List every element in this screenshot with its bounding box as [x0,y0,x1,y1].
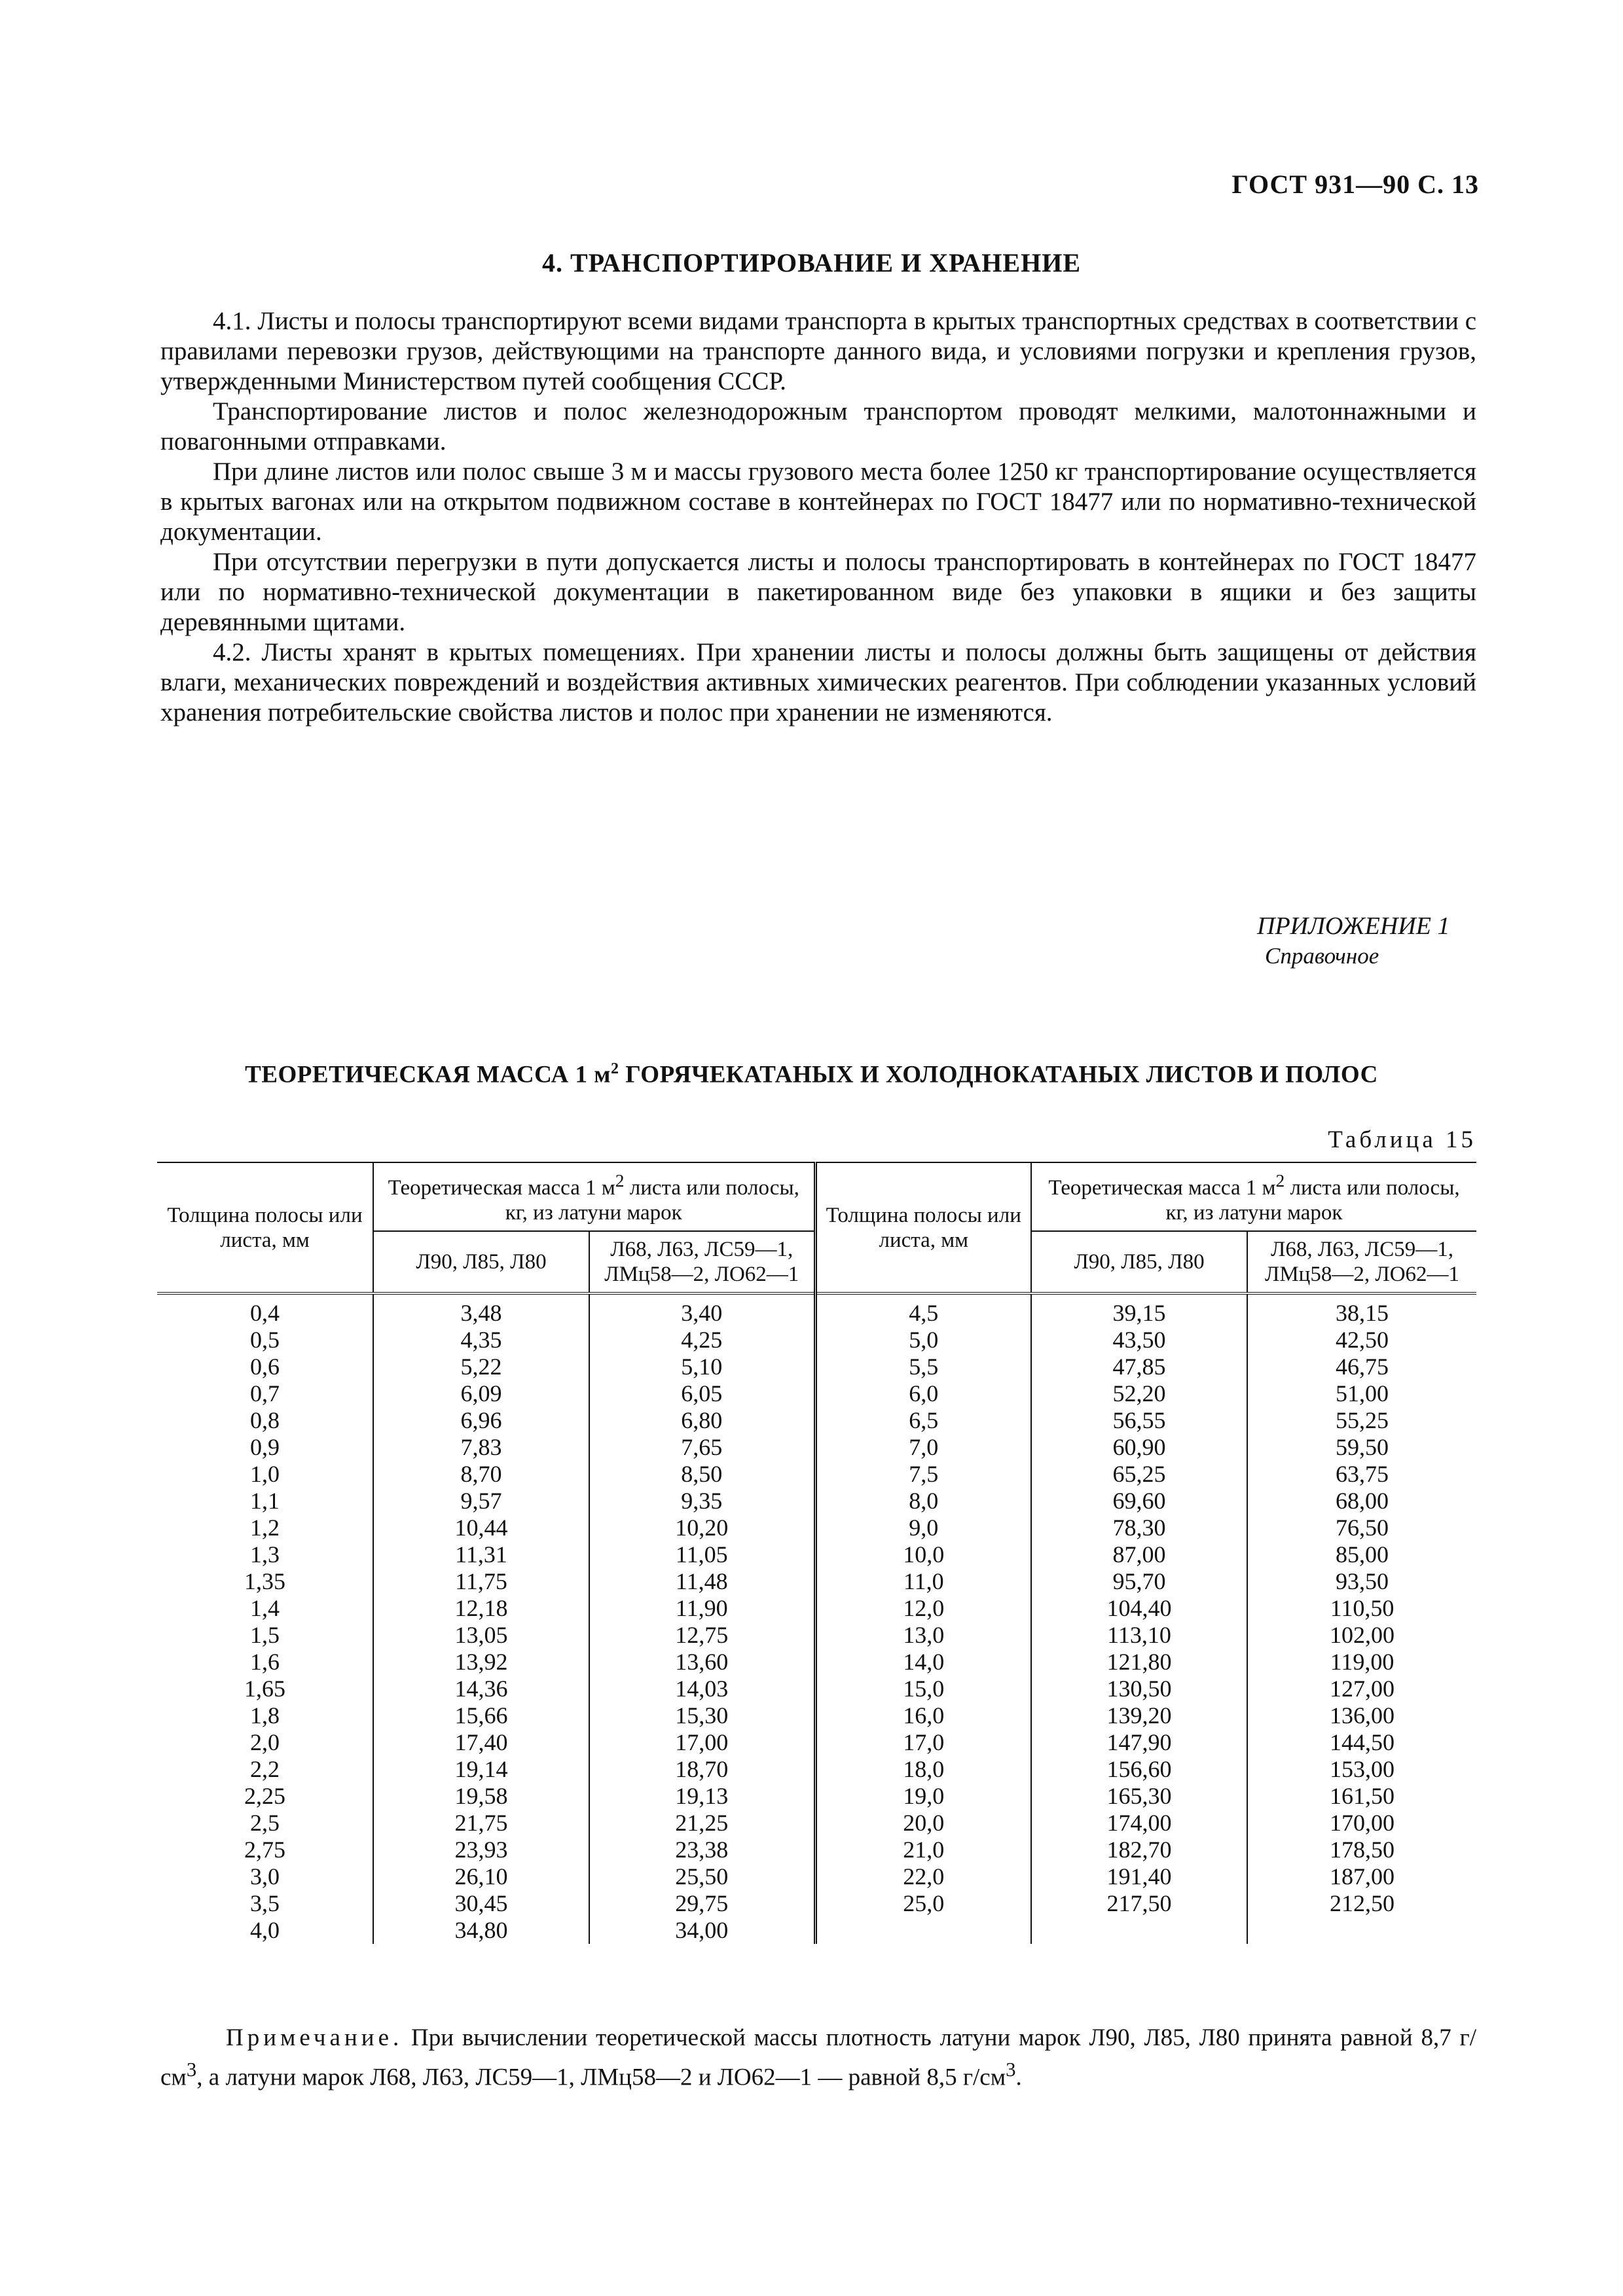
table-row [157,1622,1476,1649]
table-cell: 174,00 [1031,1810,1247,1837]
table-cell: 12,0 [815,1595,1031,1622]
table-cell: 144,50 [1247,1729,1476,1756]
table-cell: 7,83 [373,1434,589,1461]
header-grade-b-left: Л68, Л63, ЛС59—1, ЛМц58—2, ЛО62—1 [589,1231,815,1293]
table-cell: 6,5 [815,1407,1031,1434]
table-cell: 6,96 [373,1407,589,1434]
table-cell: 87,00 [1031,1541,1247,1568]
table-cell: 127,00 [1247,1676,1476,1702]
paragraph: При длине листов или полос свыше 3 м и массы грузового места более 1250 кг транспортирование осуществляется в крытых вагонах или на открытом подвижном составе в контейнерах по ГОСТ 18477 или по нормативно-технической документации. [160,457,1476,546]
table-cell: 6,80 [589,1407,815,1434]
table-cell: 104,40 [1031,1595,1247,1622]
table-cell: 6,09 [373,1380,589,1407]
table-cell: 11,48 [589,1568,815,1595]
table-cell: 113,10 [1031,1622,1247,1649]
table-cell: 69,60 [1031,1488,1247,1515]
table-cell: 8,50 [589,1461,815,1488]
table-cell: 11,05 [589,1541,815,1568]
paragraph: При отсутствии перегрузки в пути допускается листы и полосы транспортировать в контейнерах по ГОСТ 18477 или по нормативно-технической документации в пакетированном виде без упаковки в ящики и без защиты деревянными щитами. [160,548,1476,636]
table-cell: 11,90 [589,1595,815,1622]
table-cell: 9,35 [589,1488,815,1515]
table-cell: 7,0 [815,1434,1031,1461]
table-cell: 15,66 [373,1702,589,1729]
paragraph: 4.2. Листы хранят в крытых помещениях. При хранении листы и полосы должны быть защищены от действия влаги, механических повреждений и воздействия активных химических реагентов. При соблюдении указанных условий хранения потребительские свойства листов и полос при хранении не изменяются. [160,638,1476,726]
table-cell: 51,00 [1247,1380,1476,1407]
table-cell: 14,03 [589,1676,815,1702]
table-cell: 30,45 [373,1890,589,1917]
table-cell: 7,65 [589,1434,815,1461]
table-cell: 34,80 [373,1917,589,1944]
table-cell: 212,50 [1247,1890,1476,1917]
table-cell: 13,05 [373,1622,589,1649]
table-cell: 3,48 [373,1293,589,1327]
table-cell: 121,80 [1031,1649,1247,1676]
table-cell: 39,15 [1031,1293,1247,1327]
table-cell: 8,70 [373,1461,589,1488]
table-cell: 16,0 [815,1702,1031,1729]
table-cell: 1,2 [250,1515,280,1541]
note-text: . [1015,2064,1022,2091]
body-text [160,306,1476,728]
header-mass-group-right [1031,1162,1476,1231]
table-cell: 14,36 [373,1676,589,1702]
table-cell: 85,00 [1247,1541,1476,1568]
table-cell: 23,38 [589,1837,815,1863]
table-cell: 13,60 [589,1649,815,1676]
table-cell: 4,35 [373,1327,589,1354]
table-cell: 6,0 [815,1380,1031,1407]
table-cell: 1,65 [244,1676,285,1702]
table-cell [815,1917,1031,1944]
appendix-heading [1257,911,1450,971]
table-row [157,1676,1476,1702]
note-text: , а латуни марок Л68, Л63, ЛС59—1, ЛМц58—2 и ЛО62—1 — равной 8,5 г/см [196,2064,1006,2091]
table-cell: 130,50 [1031,1676,1247,1702]
header-mass-sup: 2 [615,1170,625,1191]
table-cell: 11,75 [373,1568,589,1595]
table-cell: 56,55 [1031,1407,1247,1434]
table-cell: 9,0 [815,1515,1031,1541]
table-row [157,1756,1476,1783]
table-cell: 93,50 [1247,1568,1476,1595]
table-cell: 38,15 [1247,1293,1476,1327]
table-cell: 19,13 [589,1783,815,1810]
table-cell: 15,30 [589,1702,815,1729]
table-cell: 4,25 [589,1327,815,1354]
table-cell: 68,00 [1247,1488,1476,1515]
table-cell: 21,25 [589,1810,815,1837]
table-cell: 19,14 [373,1756,589,1783]
table-label: Таблица 15 [1328,1126,1476,1153]
table-cell: 3,0 [250,1863,280,1890]
table-title-end: ГОРЯЧЕКАТАНЫХ И ХОЛОДНОКАТАНЫХ ЛИСТОВ И ПОЛОС [619,1061,1378,1088]
table-cell: 22,0 [815,1863,1031,1890]
table-cell: 1,35 [244,1568,285,1594]
table-cell: 161,50 [1247,1783,1476,1810]
table-cell: 8,0 [815,1488,1031,1515]
table-cell: 11,31 [373,1541,589,1568]
mass-table [157,1162,1476,1944]
table-cell: 21,0 [815,1837,1031,1863]
table-cell: 187,00 [1247,1863,1476,1890]
table-cell: 217,50 [1031,1890,1247,1917]
table-cell: 1,1 [250,1488,280,1514]
table-row [157,1327,1476,1354]
table-cell: 6,05 [589,1380,815,1407]
table-row [157,1293,1476,1327]
table-cell: 21,75 [373,1810,589,1837]
table-cell: 182,70 [1031,1837,1247,1863]
table-cell: 0,6 [250,1354,280,1380]
table-row [157,1863,1476,1890]
table-row [157,1541,1476,1568]
header-grade-a-left: Л90, Л85, Л80 [373,1231,589,1293]
table-title-start: ТЕОРЕТИЧЕСКАЯ МАССА 1 м [245,1061,611,1088]
section-title: 4. ТРАНСПОРТИРОВАНИЕ И ХРАНЕНИЕ [542,248,1081,278]
table-title [0,1060,1623,1088]
table-cell: 2,25 [244,1783,285,1809]
table-cell: 20,0 [815,1810,1031,1837]
table-cell: 17,40 [373,1729,589,1756]
header-mass-text: Теоретическая масса 1 м [1048,1176,1276,1200]
table-row [157,1434,1476,1461]
table-cell: 2,0 [250,1729,280,1755]
header-mass-group-left [373,1162,815,1231]
table-cell: 26,10 [373,1863,589,1890]
table-row [157,1783,1476,1810]
note-sup: 3 [186,2058,197,2081]
appendix-label: ПРИЛОЖЕНИЕ 1 [1257,912,1450,940]
header-mass-text: листа или полосы, кг, из латуни марок [505,1176,799,1225]
table-cell: 1,4 [250,1595,280,1621]
table-cell [1031,1917,1247,1944]
table-cell: 55,25 [1247,1407,1476,1434]
table-row [157,1729,1476,1756]
page-header: ГОСТ 931—90 С. 13 [1231,170,1479,199]
table-row [157,1461,1476,1488]
table-cell: 34,00 [589,1917,815,1944]
header-grade-a-right: Л90, Л85, Л80 [1031,1231,1247,1293]
table-row [157,1488,1476,1515]
table-cell: 110,50 [1247,1595,1476,1622]
header-thickness-right: Толщина полосы или листа, мм [815,1162,1031,1293]
table-cell: 95,70 [1031,1568,1247,1595]
table-cell: 1,6 [250,1649,280,1675]
table-cell: 119,00 [1247,1649,1476,1676]
table-cell: 156,60 [1031,1756,1247,1783]
table-cell: 0,8 [250,1407,280,1433]
table-cell: 4,0 [250,1917,280,1943]
table-cell: 10,0 [815,1541,1031,1568]
table-note [160,2022,1476,2093]
table-cell: 170,00 [1247,1810,1476,1837]
table-cell: 52,20 [1031,1380,1247,1407]
table-cell: 7,5 [815,1461,1031,1488]
table-cell: 60,90 [1031,1434,1247,1461]
table-cell: 63,75 [1247,1461,1476,1488]
table-cell: 59,50 [1247,1434,1476,1461]
table-cell: 139,20 [1031,1702,1247,1729]
table-cell: 102,00 [1247,1622,1476,1649]
table-cell: 25,0 [815,1890,1031,1917]
table-cell: 2,5 [250,1810,280,1836]
table-row [157,1702,1476,1729]
table-cell: 19,58 [373,1783,589,1810]
table-row [157,1810,1476,1837]
table-cell: 42,50 [1247,1327,1476,1354]
table-cell: 9,57 [373,1488,589,1515]
table-row [157,1568,1476,1595]
table-cell: 78,30 [1031,1515,1247,1541]
table-cell: 25,50 [589,1863,815,1890]
table-cell: 5,22 [373,1354,589,1380]
table-cell: 191,40 [1031,1863,1247,1890]
table-cell: 5,10 [589,1354,815,1380]
table-cell: 65,25 [1031,1461,1247,1488]
table-cell: 0,5 [250,1327,280,1353]
paragraph: 4.1. Листы и полосы транспортируют всеми видами транспорта в крытых транспортных средствах в соответствии с правилами перевозки грузов, действующими на транспорте данного вида, и условиями погрузки и крепления грузов, утвержденными Министерством путей сообщения СССР. [160,307,1476,395]
header-mass-text: листа или полосы, кг, из латуни марок [1165,1176,1460,1225]
table-cell: 0,9 [250,1434,280,1460]
table-cell: 147,90 [1031,1729,1247,1756]
table-cell: 165,30 [1031,1783,1247,1810]
table-row [157,1837,1476,1863]
header-thickness-left: Толщина полосы или листа, мм [157,1162,373,1293]
table-cell: 0,7 [250,1380,280,1407]
table-cell: 178,50 [1247,1837,1476,1863]
table-cell: 3,5 [250,1890,280,1916]
table-cell: 1,5 [250,1622,280,1648]
note-sup: 3 [1006,2058,1016,2081]
table-cell: 47,85 [1031,1354,1247,1380]
header-mass-text: Теоретическая масса 1 м [388,1176,615,1200]
table-row [157,1515,1476,1541]
table-title-sup: 2 [610,1060,619,1077]
table-cell: 136,00 [1247,1702,1476,1729]
header-grade-b-right: Л68, Л63, ЛС59—1, ЛМц58—2, ЛО62—1 [1247,1231,1476,1293]
table-cell: 18,70 [589,1756,815,1783]
table-cell: 1,0 [250,1461,280,1487]
table-cell: 2,2 [250,1756,280,1782]
table-cell: 29,75 [589,1890,815,1917]
table-cell: 12,75 [589,1622,815,1649]
header-mass-sup: 2 [1275,1170,1285,1191]
table-cell: 1,3 [250,1541,280,1568]
appendix-sublabel: Справочное [1265,943,1379,969]
table-cell: 17,00 [589,1729,815,1756]
table-row [157,1354,1476,1380]
note-text: При вычислении теоретической массы плотность латуни марок Л90, Л85, Л80 принята равной 8,7 г/см [160,2024,1476,2091]
table-cell: 153,00 [1247,1756,1476,1783]
table-cell: 5,0 [815,1327,1031,1354]
table-cell: 46,75 [1247,1354,1476,1380]
table-row [157,1595,1476,1622]
paragraph: Транспортирование листов и полос железнодорожным транспортом проводят мелкими, малотоннажными и повагонными отправками. [160,397,1476,456]
table-cell: 13,92 [373,1649,589,1676]
table-cell: 11,0 [815,1568,1031,1595]
table-row [157,1649,1476,1676]
table-cell: 5,5 [815,1354,1031,1380]
table-cell: 13,0 [815,1622,1031,1649]
table-cell: 10,20 [589,1515,815,1541]
note-label: Примечание. [226,2024,403,2051]
table-cell: 12,18 [373,1595,589,1622]
table-cell: 15,0 [815,1676,1031,1702]
table-cell: 23,93 [373,1837,589,1863]
table-cell: 76,50 [1247,1515,1476,1541]
table-row [157,1380,1476,1407]
table-cell: 43,50 [1031,1327,1247,1354]
table-cell [1247,1917,1476,1944]
table-row [157,1890,1476,1917]
table-cell: 17,0 [815,1729,1031,1756]
table-cell: 14,0 [815,1649,1031,1676]
table-cell: 18,0 [815,1756,1031,1783]
table-body [157,1293,1476,1944]
table-cell: 0,4 [250,1300,280,1326]
table-row [157,1407,1476,1434]
table-cell: 2,75 [244,1837,285,1863]
table-row [157,1917,1476,1944]
table-cell: 1,8 [250,1702,280,1729]
table-cell: 3,40 [589,1293,815,1327]
table-cell: 19,0 [815,1783,1031,1810]
table-cell: 10,44 [373,1515,589,1541]
table-cell: 4,5 [815,1293,1031,1327]
